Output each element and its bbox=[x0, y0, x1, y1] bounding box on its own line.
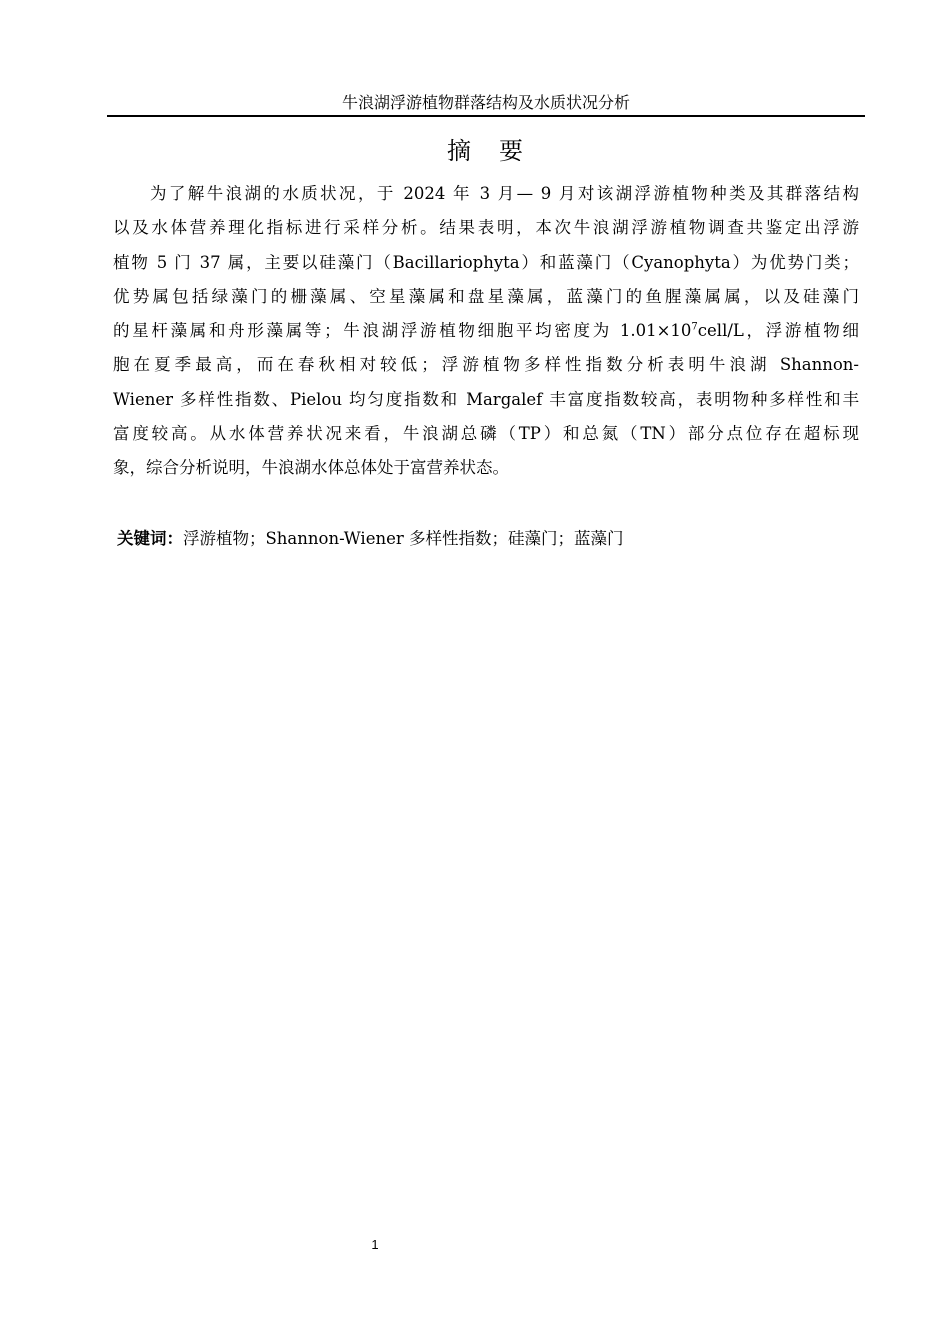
keywords-label: 关键词： bbox=[117, 529, 183, 548]
abstract-line-1: 为了解牛浪湖的水质状况，于 2024 年 3 月— 9 月对该湖浮游植物种类及其群落结构 bbox=[150, 184, 859, 203]
abstract-line-7: Wiener 多样性指数、Pielou 均匀度指数和 Margalef 丰富度指数较高，表明物种多样性和丰 bbox=[113, 389, 859, 409]
keywords bbox=[117, 525, 857, 553]
page-number: 1 bbox=[371, 1237, 379, 1252]
running-header-title: 牛浪湖浮游植物群落结构及水质状况分析 bbox=[341, 93, 630, 112]
abstract-line-9: 象，综合分析说明，牛浪湖水体总体处于富营养状态。 bbox=[113, 458, 509, 478]
abstract-line-2: 以及水体营养理化指标进行采样分析。结果表明，本次牛浪湖浮游植物调查共鉴定出浮游 bbox=[113, 218, 859, 238]
abstract-line-5-a: 的星杆藻属和舟形藻属等；牛浪湖浮游植物细胞平均密度为 1.01×10 bbox=[113, 321, 692, 341]
abstract-line-3: 植物 5 门 37 属，主要以硅藻门（Bacillariophyta）和蓝藻门（Cyanophyta）为优势门类； bbox=[113, 252, 859, 272]
header-divider bbox=[107, 115, 865, 117]
abstract-line-8: 富度较高。从水体营养状况来看，牛浪湖总磷（TP）和总氮（TN）部分点位存在超标现 bbox=[113, 424, 859, 444]
abstract-line-6: 胞在夏季最高，而在春秋相对较低；浮游植物多样性指数分析表明牛浪湖 Shannon- bbox=[113, 355, 859, 375]
abstract-body bbox=[113, 177, 859, 486]
abstract-line-5-b: cell/L，浮游植物细 bbox=[697, 321, 859, 341]
abstract-title: 摘 要 bbox=[447, 137, 525, 165]
abstract-line-4: 优势属包括绿藻门的栅藻属、空星藻属和盘星藻属，蓝藻门的鱼腥藻属属，以及硅藻门 bbox=[113, 286, 859, 306]
exponent-superscript: 7 bbox=[691, 321, 698, 333]
abstract-line-5 bbox=[113, 314, 859, 348]
keywords-text: 浮游植物；Shannon-Wiener 多样性指数；硅藻门；蓝藻门 bbox=[183, 529, 624, 548]
